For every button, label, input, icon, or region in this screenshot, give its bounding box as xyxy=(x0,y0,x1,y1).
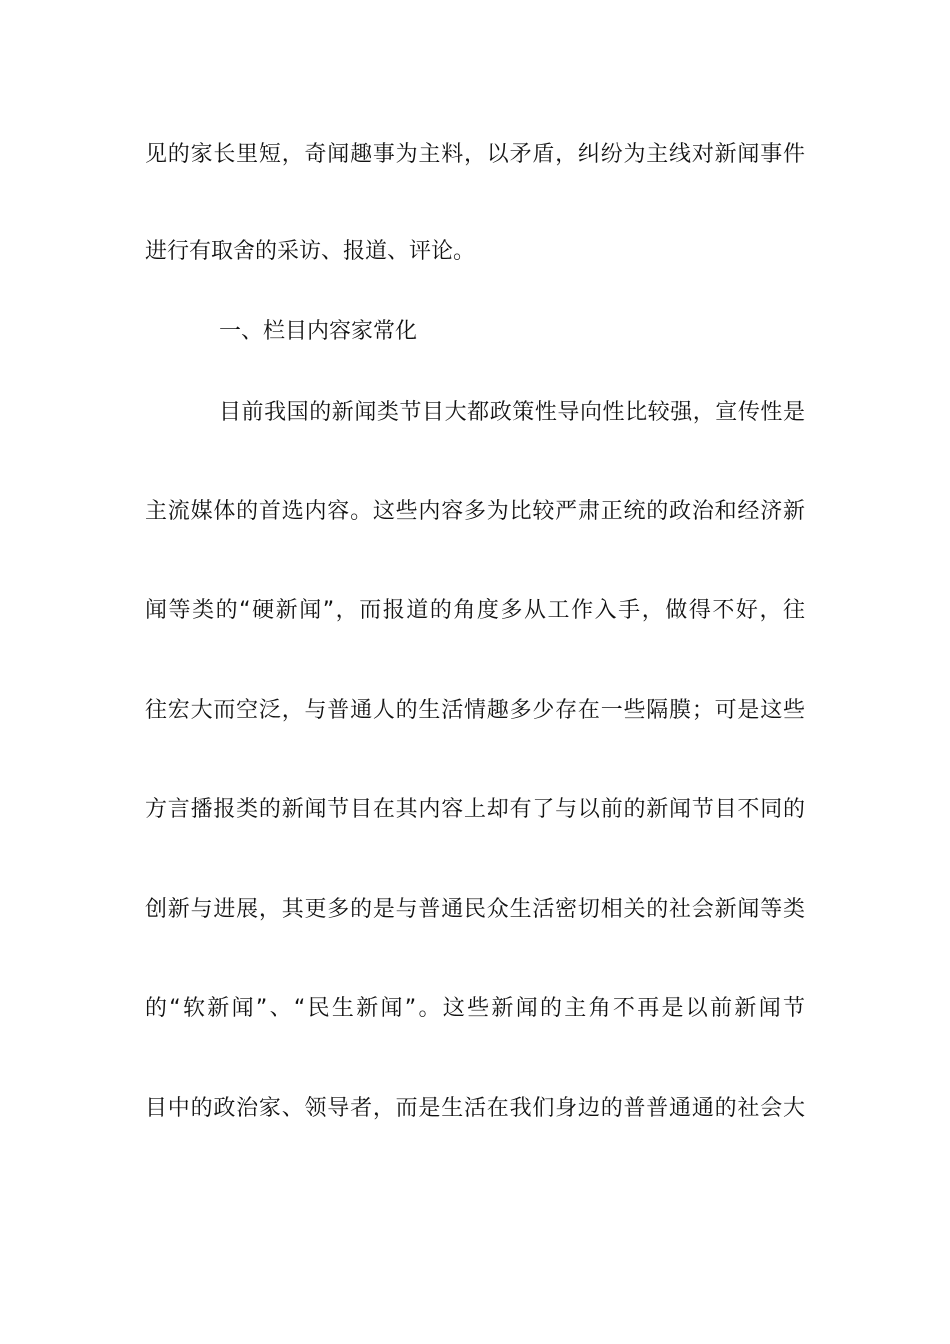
text-line: 见的家长里短，奇闻趣事为主料，以矛盾，纠纷为主线对新闻事件 xyxy=(145,142,805,167)
text-line: 创新与进展，其更多的是与普通民众生活密切相关的社会新闻等类 xyxy=(145,897,805,922)
text-line: 方言播报类的新闻节目在其内容上却有了与以前的新闻节目不同的 xyxy=(145,797,805,822)
text-line: 往宏大而空泛，与普通人的生活情趣多少存在一些隔膜；可是这些 xyxy=(145,698,805,723)
text-line: 的“软新闻”、“民生新闻”。这些新闻的主角不再是以前新闻节 xyxy=(145,996,805,1021)
text-line: 闻等类的“硬新闻”，而报道的角度多从工作入手，做得不好，往 xyxy=(145,598,805,623)
text-line: 主流媒体的首选内容。这些内容多为比较严肃正统的政治和经济新 xyxy=(145,499,805,524)
text-line: 进行有取舍的采访、报道、评论。 xyxy=(145,239,476,264)
text-line: 目前我国的新闻类节目大都政策性导向性比较强，宣传性是 xyxy=(219,400,805,425)
section-heading: 一、栏目内容家常化 xyxy=(219,319,418,344)
text-line: 目中的政治家、领导者，而是生活在我们身边的普普通通的社会大 xyxy=(145,1096,805,1121)
